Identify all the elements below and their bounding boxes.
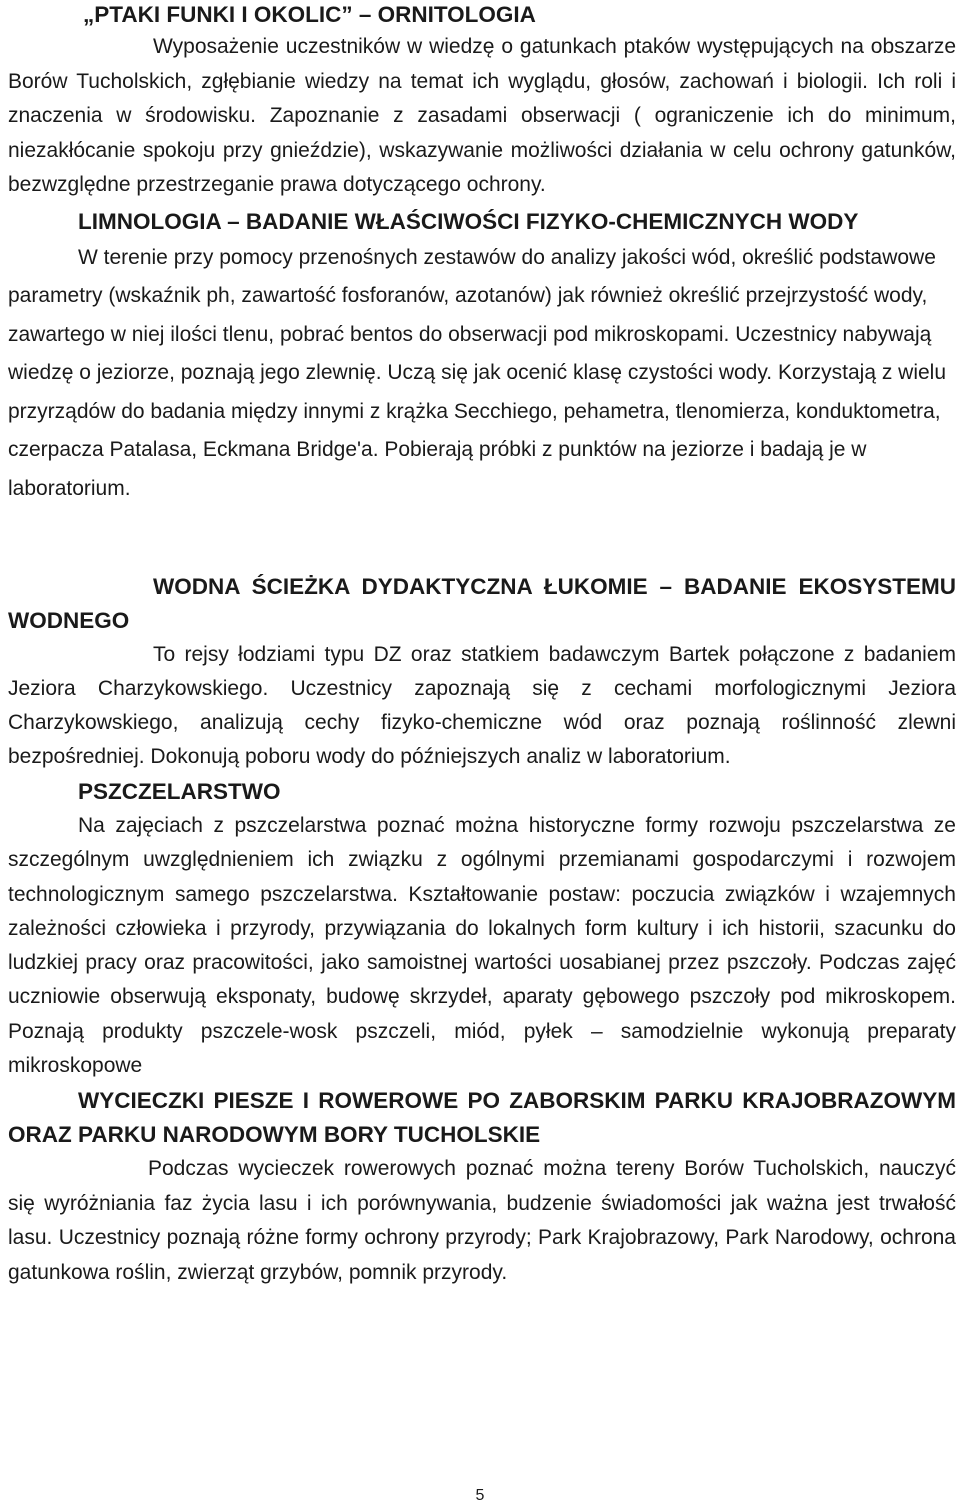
section-heading-ornithology: „PTAKI FUNKI I OKOLIC” – ORNITOLOGIA	[83, 2, 536, 27]
section-beekeeping	[8, 775, 956, 1083]
section-water-trail	[8, 570, 956, 774]
document-page	[8, 0, 956, 1290]
page-number: 5	[475, 1487, 485, 1504]
section-limnology	[8, 205, 956, 509]
section-excursions	[8, 1084, 956, 1290]
section-ornithology	[8, 0, 956, 203]
section-heading-beekeeping: PSZCZELARSTWO	[78, 779, 281, 804]
section-body-water-trail: To rejsy łodziami typu DZ oraz statkiem badawczym Bartek połączone z badaniem Jeziora Charzykowskiego. Uczestnicy zapoznają się z cechami morfologicznymi Jeziora Charzykowskiego, analizują cechy fizyko-chemiczne wód oraz poznają roślinność zlewni bezpośredniej. Dokonują poboru wody do późniejszych analiz w laboratorium.	[8, 643, 956, 768]
section-body-ornithology: Wyposażenie uczestników w wiedzę o gatunkach ptaków występujących na obszarze Borów Tucholskich, zgłębianie wiedzy na temat ich wyglądu, głosów, zachowań i biologii. Ich roli i znaczenia w środowisku. Zapoznanie z zasadami obserwacji ( ograniczenie ich do minimum, niezakłócanie spokoju przy gnieździe), wskazywanie możliwości działania w celu ochrony gatunków, bezwzględne przestrzeganie prawa dotyczącego ochrony.	[8, 35, 956, 196]
section-heading-excursions: WYCIECZKI PIESZE I ROWEROWE PO ZABORSKIM PARKU KRAJOBRAZOWYM ORAZ PARKU NARODOWYM BORY TUCHOLSKIE	[8, 1088, 956, 1148]
section-body-excursions: Podczas wycieczek rowerowych poznać można tereny Borów Tucholskich, nauczyć się wyróżniania faz życia lasu i ich porównywania, budzenie świadomości jak ważna jest trwałość lasu. Uczestnicy poznają różne formy ochrony przyrody; Park Krajobrazowy, Park Narodowy, ochrona gatunkowa roślin, zwierząt grzybów, pomnik przyrody.	[8, 1157, 956, 1284]
section-body-limnology: W terenie przy pomocy przenośnych zestawów do analizy jakości wód, określić podstawowe parametry (wskaźnik ph, zawartość fosforanów, azotanów) jak również określić przejrzystość wody, zawartego w niej ilości tlenu, pobrać bentos do obserwacji pod mikroskopami. Uczestnicy nabywają wiedzę o jeziorze, poznają jego zlewnię. Uczą się jak ocenić klasę czystości wody. Korzystają z wielu przyrządów do badania między innymi z krążka Secchiego, pehametra, tlenomierza, konduktometra, czerpacza Patalasa, Eckmana Bridge'a. Pobierają próbki z punktów na jeziorze i badają je w laboratorium.	[8, 245, 947, 500]
section-heading-limnology: LIMNOLOGIA – BADANIE WŁAŚCIWOŚCI FIZYKO-CHEMICZNYCH WODY	[78, 208, 859, 234]
section-heading-water-trail: WODNA ŚCIEŻKA DYDAKTYCZNA ŁUKOMIE – BADANIE EKOSYSTEMU WODNEGO	[8, 574, 956, 633]
section-body-beekeeping: Na zajęciach z pszczelarstwa poznać można historyczne formy rozwoju pszczelarstwa ze szczególnym uwzględnieniem ich związku z ogólnymi przemianami gospodarczymi i rozwojem technologicznym samego pszczelarstwa. Kształtowanie postaw: poczucia związków i wzajemnych zależności człowieka i przyrody, przywiązania do lokalnych form kultury i ich historii, szacunku do ludzkiej pracy oraz pracowitości, jako samoistnej wartości uosabianej przez pszczoły. Podczas zajęć uczniowie obserwują eksponaty, budowę skrzydeł, aparaty gębowego pszczoły pod mikroskopem. Poznają produkty pszczele-wosk pszczeli, miód, pyłek – samodzielnie wykonują preparaty mikroskopowe	[8, 814, 956, 1078]
